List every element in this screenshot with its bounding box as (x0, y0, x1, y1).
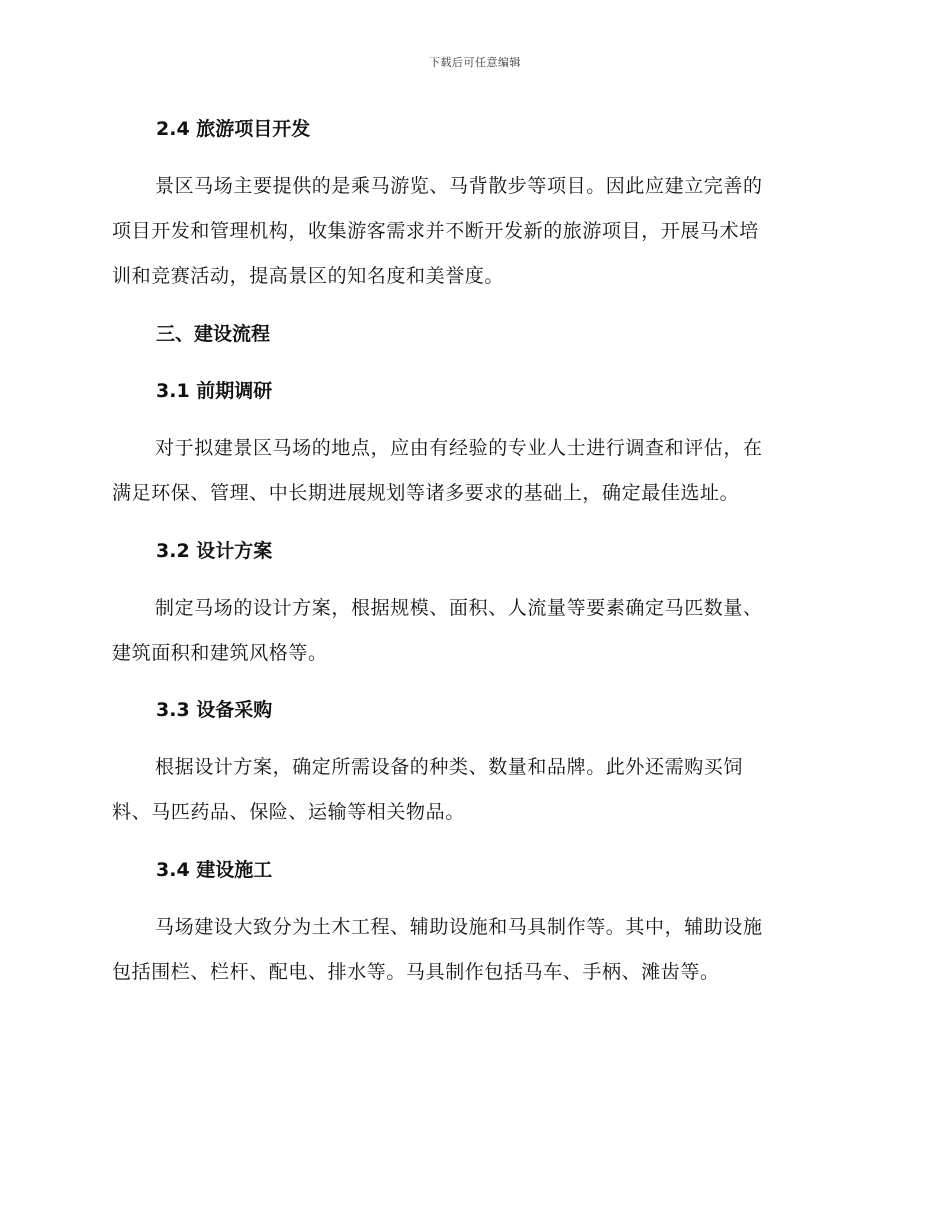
section-heading-3-3: 3.3 设备采购 (156, 699, 273, 721)
section-heading-3-1: 3.1 前期调研 (156, 380, 273, 402)
paragraph-line: 项目开发和管理机构，收集游客需求并不断开发新的旅游项目，开展马术培 (112, 220, 759, 242)
section-heading-2-4: 2.4 旅游项目开发 (156, 118, 311, 140)
section-paragraph-3-1 (112, 426, 834, 516)
section-paragraph-3-4 (112, 905, 834, 995)
section-heading-3-4: 3.4 建设施工 (156, 859, 273, 881)
paragraph-line: 建筑面积和建筑风格等。 (112, 642, 328, 664)
paragraph-line: 马场建设大致分为土木工程、辅助设施和马具制作等。其中，辅助设施 (155, 916, 763, 938)
section-heading-3: 三、建设流程 (156, 323, 271, 345)
paragraph-line: 根据设计方案，确定所需设备的种类、数量和品牌。此外还需购买饲 (155, 756, 744, 778)
page-header-note: 下载后可任意编辑 (429, 56, 521, 69)
section-heading-3-2: 3.2 设计方案 (156, 540, 273, 562)
section-paragraph-3-2 (112, 586, 834, 676)
paragraph-line: 训和竞赛活动，提高景区的知名度和美誉度。 (112, 265, 505, 287)
paragraph-line: 包括围栏、栏杆、配电、排水等。马具制作包括马车、手柄、滩齿等。 (112, 961, 720, 983)
paragraph-line: 料、马匹药品、保险、运输等相关物品。 (112, 801, 465, 823)
paragraph-line: 景区马场主要提供的是乘马游览、马背散步等项目。因此应建立完善的 (155, 175, 763, 197)
section-paragraph-2-4 (112, 164, 834, 299)
paragraph-line: 对于拟建景区马场的地点，应由有经验的专业人士进行调查和评估，在 (155, 437, 763, 459)
section-paragraph-3-3 (112, 745, 834, 835)
paragraph-line: 制定马场的设计方案，根据规模、面积、人流量等要素确定马匹数量、 (155, 597, 763, 619)
paragraph-line: 满足环保、管理、中长期进展规划等诸多要求的基础上，确定最佳选址。 (112, 482, 740, 504)
